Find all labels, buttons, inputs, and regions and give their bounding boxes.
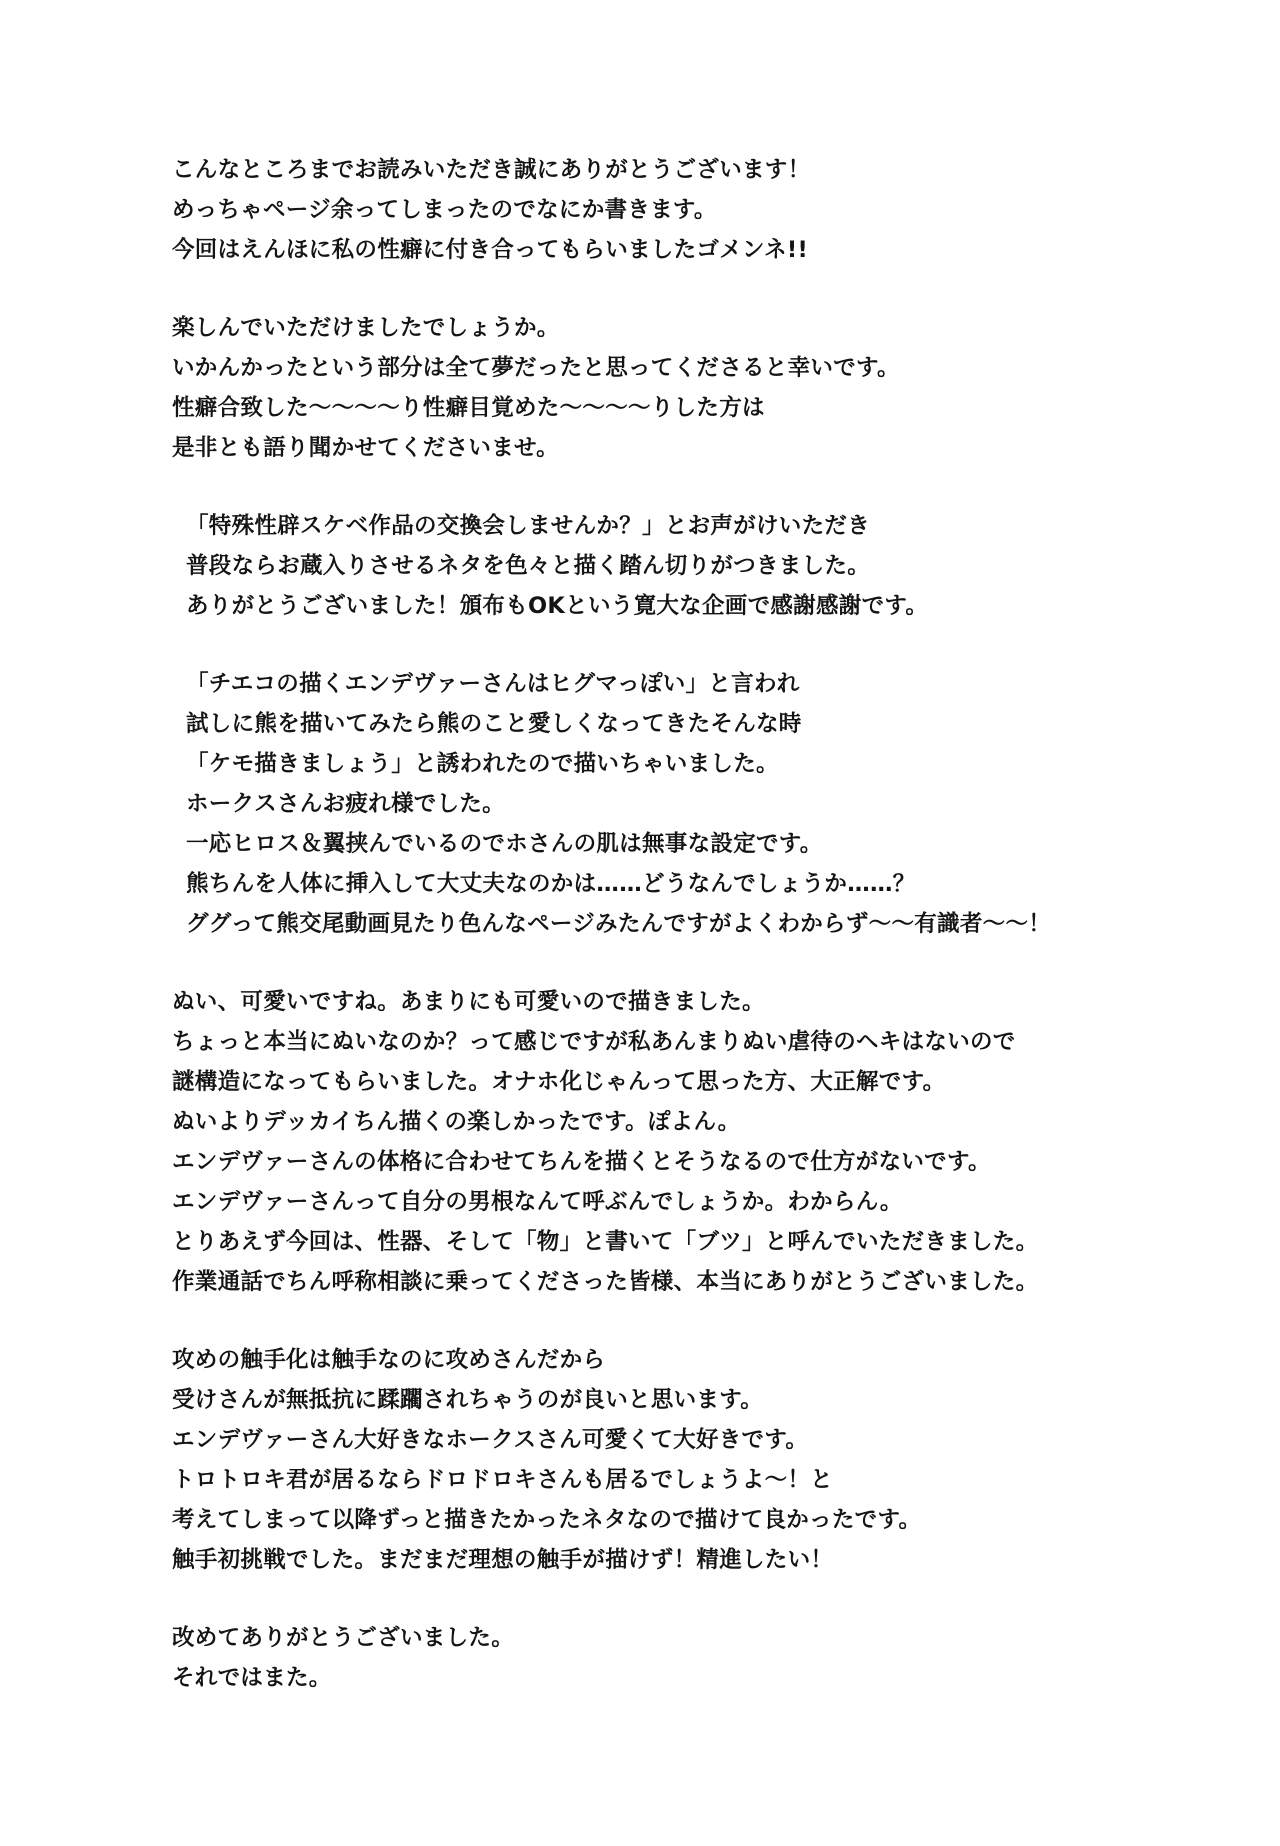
text-line: 熊ちんを人体に挿入して大丈夫なのかは……どうなんでしょうか……？	[186, 871, 916, 897]
text-line: いかんかったという部分は全て夢だったと思ってくださると幸いです。	[172, 355, 900, 381]
text-line: 普段ならお蔵入りさせるネタを色々と描く踏ん切りがつきました。	[186, 553, 871, 579]
text-line: 作業通話でちん呼称相談に乗ってくださった皆様、本当にありがとうございました。	[172, 1269, 1039, 1295]
text-line: エンデヴァーさんの体格に合わせてちんを描くとそうなるので仕方がないです。	[172, 1149, 991, 1175]
paragraph-block	[172, 982, 1172, 1302]
text-line: 「特殊性辟スケベ作品の交換会しませんか？」とお声がけいただき	[186, 513, 871, 539]
text-line: 一応ヒロス＆翼挟んでいるのでホさんの肌は無事な設定です。	[186, 831, 823, 857]
text-line: めっちゃページ余ってしまったのでなにか書きます。	[172, 197, 717, 223]
text-line: 考えてしまって以降ずっと描きたかったネタなので描けて良かったです。	[172, 1507, 922, 1533]
text-line: ぬいよりデッカイちん描くの楽しかったです。ぽよん。	[172, 1109, 741, 1135]
text-line: 「ケモ描きましょう」と誘われたので描いちゃいました。	[186, 751, 779, 777]
paragraph-block	[172, 150, 1172, 270]
text-line: とりあえず今回は、性器、そして「物」と書いて「ブツ」と呼んでいただきました。	[172, 1229, 1039, 1255]
paragraph-block	[172, 1340, 1172, 1580]
afterword-text-body	[172, 150, 1172, 1698]
text-line: 触手初挑戦でした。まだまだ理想の触手が描けず！精進したい！	[172, 1547, 834, 1573]
text-line: 今回はえんほに私の性癖に付き合ってもらいましたゴメンネ!!	[172, 237, 809, 263]
paragraph-block	[172, 506, 1172, 626]
text-line: 楽しんでいただけましたでしょうか。	[172, 315, 560, 341]
text-line: ちょっと本当にぬいなのか？って感じですが私あんまりぬい虐待のヘキはないので	[172, 1029, 1016, 1055]
text-line: エンデヴァーさん大好きなホークスさん可愛くて大好きです。	[172, 1427, 809, 1453]
text-line: ググって熊交尾動画見たり色んなページみたんですがよくわからず〜〜有識者〜〜！	[186, 911, 1052, 937]
text-line: ホークスさんお疲れ様でした。	[186, 791, 505, 817]
text-line: ありがとうございました！頒布もOKという寛大な企画で感謝感謝です。	[186, 593, 929, 619]
text-line: エンデヴァーさんって自分の男根なんて呼ぶんでしょうか。わからん。	[172, 1189, 903, 1215]
paragraph-block	[172, 1618, 1172, 1698]
text-line: 試しに熊を描いてみたら熊のこと愛しくなってきたそんな時	[186, 711, 802, 737]
paragraph-block	[172, 664, 1172, 944]
text-line: 是非とも語り聞かせてくださいませ。	[172, 435, 559, 461]
text-line: ぬい、可愛いですね。あまりにも可愛いので描きました。	[172, 989, 765, 1015]
text-line: 性癖合致した〜〜〜〜り性癖目覚めた〜〜〜〜りした方は	[172, 395, 765, 421]
paragraph-block	[172, 308, 1172, 468]
text-line: 改めてありがとうございました。	[172, 1625, 515, 1651]
text-line: 「チエコの描くエンデヴァーさんはヒグマっぽい」と言われ	[186, 671, 800, 697]
text-line: こんなところまでお読みいただき誠にありがとうございます！	[172, 157, 811, 183]
text-line: 受けさんが無抵抗に蹂躙されちゃうのが良いと思います。	[172, 1387, 764, 1413]
text-line: それではまた。	[172, 1665, 332, 1691]
text-line: トロトロキ君が居るならドロドロキさんも居るでしょうよ〜！と	[172, 1467, 833, 1493]
text-line: 謎構造になってもらいました。オナホ化じゃんって思った方、大正解です。	[172, 1069, 946, 1095]
text-line: 攻めの触手化は触手なのに攻めさんだから	[172, 1347, 606, 1373]
